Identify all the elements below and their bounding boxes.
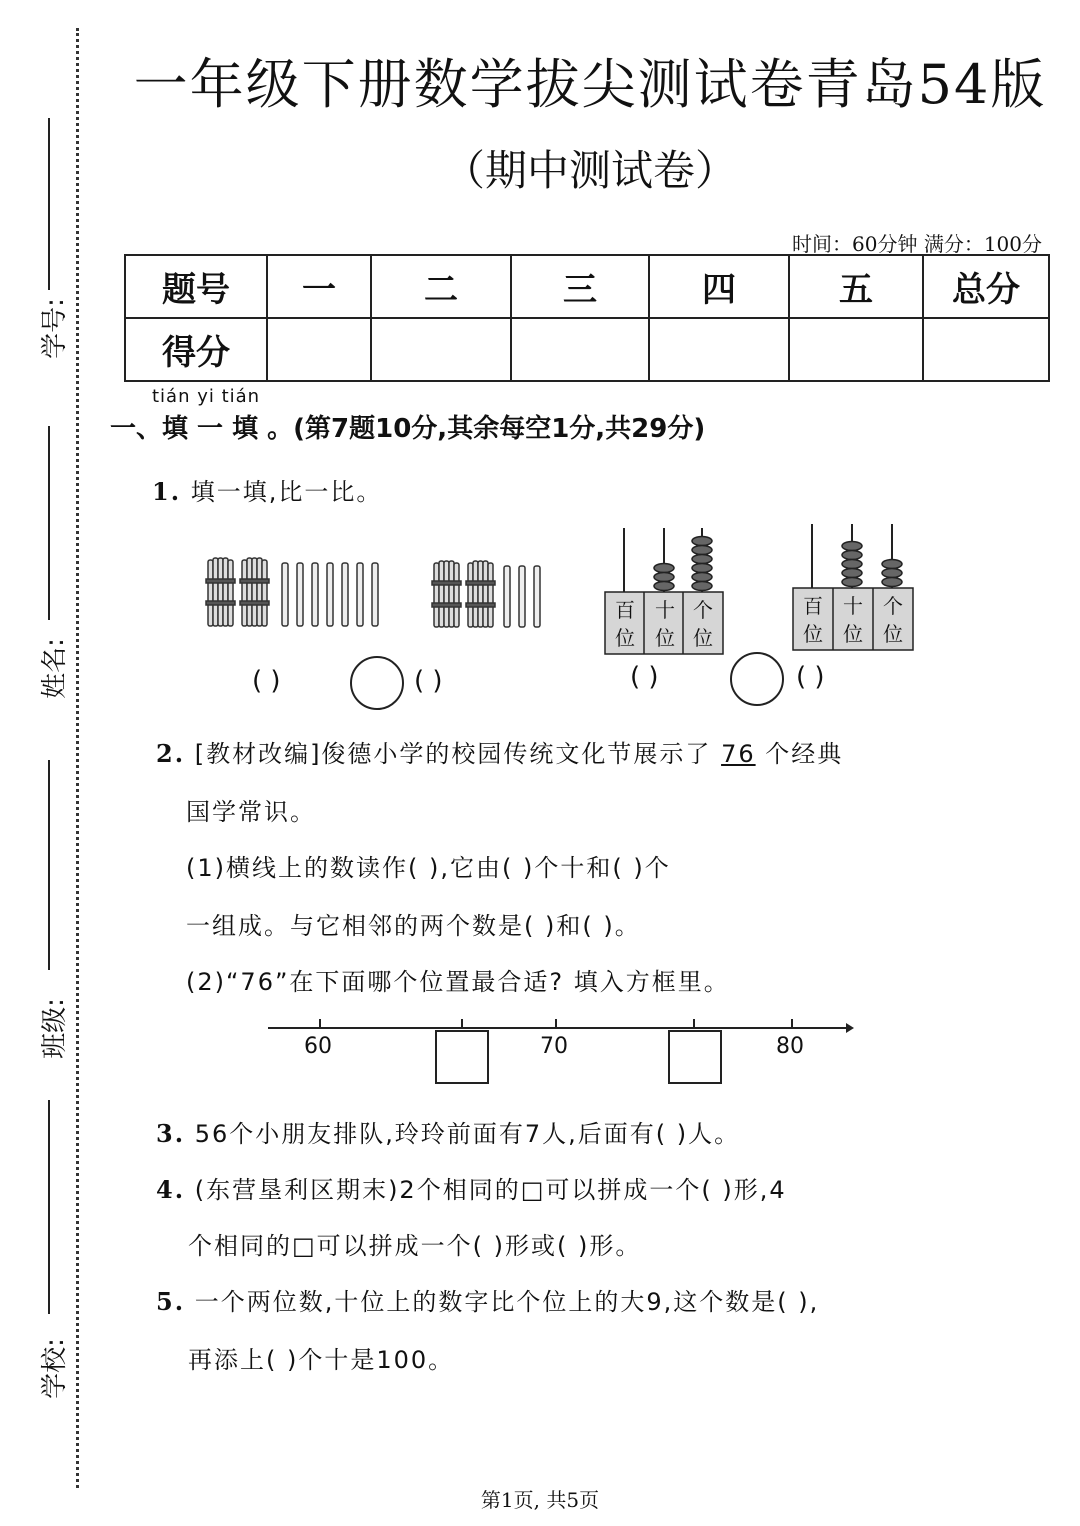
student-id-rule bbox=[48, 118, 50, 290]
place-label: 个位 bbox=[693, 598, 713, 650]
sticks-illustration-right bbox=[428, 558, 548, 630]
answer-paren[interactable]: ( ) bbox=[252, 666, 281, 696]
question-2-sub1-line1: (1)横线上的数读作( ),它由( )个十和( )个 bbox=[186, 854, 671, 882]
name-label: 姓名: bbox=[39, 638, 70, 699]
score-cell-label: 题号 bbox=[125, 255, 267, 318]
abacus-right-ones-label bbox=[878, 592, 908, 648]
answer-paren[interactable]: ( ) bbox=[414, 666, 443, 696]
question-1 bbox=[152, 472, 382, 507]
question-4 bbox=[156, 1170, 787, 1205]
abacus-left-ones-label bbox=[688, 596, 718, 652]
page-footer: 第1页, 共5页 bbox=[480, 1488, 600, 1512]
question-2-line2: 国学常识。 bbox=[186, 798, 316, 826]
page-subtitle: （期中测试卷） bbox=[442, 146, 737, 195]
page-title: 一年级下册数学拔尖测试卷青岛54版 bbox=[133, 53, 1047, 116]
question-5-line2: 再添上( )个十是100。 bbox=[188, 1346, 455, 1374]
question-number: 2. bbox=[156, 739, 186, 768]
compare-circle[interactable] bbox=[350, 656, 404, 710]
question-text: (东营垦利区期末)2个相同的□可以拼成一个( )形,4 bbox=[194, 1176, 787, 1204]
stick-bundle-icon bbox=[240, 558, 269, 626]
abacus-right-hundreds-label bbox=[798, 592, 828, 648]
abacus-right-tens-label bbox=[838, 592, 868, 648]
question-number: 3. bbox=[156, 1119, 186, 1148]
place-label: 百位 bbox=[615, 598, 635, 650]
answer-paren[interactable]: ( ) bbox=[630, 662, 659, 692]
place-label: 十位 bbox=[655, 598, 675, 650]
score-cell-header: 四 bbox=[649, 255, 789, 318]
abacus-left-hundreds-label bbox=[610, 596, 640, 652]
question-2-sub1-line2: 一组成。与它相邻的两个数是( )和( )。 bbox=[186, 912, 641, 940]
score-cell-label: 得分 bbox=[125, 318, 267, 381]
score-cell-header: 总分 bbox=[923, 255, 1049, 318]
score-table-header-row bbox=[125, 255, 1049, 318]
question-text: [教材改编]俊德小学的校园传统文化节展示了 bbox=[194, 740, 722, 768]
question-number: 5. bbox=[156, 1287, 186, 1316]
question-number: 1. bbox=[152, 477, 182, 506]
tick-label-70: 70 bbox=[540, 1034, 568, 1059]
question-5 bbox=[156, 1282, 819, 1317]
abacus-beads-tens bbox=[842, 542, 862, 587]
school-label: 学校: bbox=[39, 1338, 70, 1399]
place-label: 百位 bbox=[803, 594, 823, 646]
answer-box[interactable] bbox=[435, 1030, 489, 1084]
tick-label-80: 80 bbox=[776, 1034, 804, 1059]
question-2 bbox=[156, 734, 843, 769]
abacus-beads-tens bbox=[654, 564, 674, 591]
question-number: 4. bbox=[156, 1175, 186, 1204]
student-id-label: 学号: bbox=[39, 298, 70, 359]
score-cell-empty[interactable] bbox=[511, 318, 649, 381]
compare-circle[interactable] bbox=[730, 652, 784, 706]
single-sticks-icon bbox=[282, 563, 378, 626]
abacus-beads-ones bbox=[882, 560, 902, 587]
place-label: 十位 bbox=[843, 594, 863, 646]
tick-label-60: 60 bbox=[304, 1034, 332, 1059]
score-cell-empty[interactable] bbox=[923, 318, 1049, 381]
answer-paren[interactable]: ( ) bbox=[796, 662, 825, 692]
question-3 bbox=[156, 1114, 740, 1149]
question-text: 填一填,比一比。 bbox=[190, 478, 383, 506]
abacus-left-tens-label bbox=[650, 596, 680, 652]
answer-box[interactable] bbox=[668, 1030, 722, 1084]
score-table bbox=[124, 254, 1050, 382]
question-2-sub2: (2)“76”在下面哪个位置最合适? 填入方框里。 bbox=[186, 968, 730, 996]
score-cell-header: 二 bbox=[371, 255, 511, 318]
score-cell-empty[interactable] bbox=[371, 318, 511, 381]
section-pinyin: tián yi tián bbox=[152, 386, 261, 407]
question-text: 一个两位数,十位上的数字比个位上的大9,这个数是( ), bbox=[194, 1288, 820, 1316]
question-text: 56个小朋友排队,玲玲前面有7人,后面有( )人。 bbox=[194, 1120, 741, 1148]
class-label: 班级: bbox=[39, 998, 70, 1059]
time-info: 时间：60分钟 满分：100分 bbox=[792, 232, 1042, 256]
stick-bundle-icon bbox=[432, 561, 461, 627]
binding-dotted-line bbox=[76, 28, 79, 1488]
stick-bundle-icon bbox=[466, 561, 495, 627]
sticks-illustration-left bbox=[200, 555, 390, 630]
single-sticks-icon bbox=[504, 566, 540, 627]
highlighted-number: 76 bbox=[721, 740, 756, 768]
question-4-line2: 个相同的□可以拼成一个( )形或( )形。 bbox=[188, 1232, 642, 1260]
score-cell-empty[interactable] bbox=[649, 318, 789, 381]
score-cell-empty[interactable] bbox=[789, 318, 923, 381]
section-heading: 一、填 一 填 。(第7题10分,其余每空1分,共29分) bbox=[110, 414, 706, 444]
arrow-head-icon bbox=[846, 1023, 854, 1033]
abacus-beads-ones bbox=[692, 537, 712, 591]
school-rule bbox=[48, 1100, 50, 1314]
stick-bundle-icon bbox=[206, 558, 235, 626]
score-table-score-row bbox=[125, 318, 1049, 381]
score-cell-header: 三 bbox=[511, 255, 649, 318]
score-cell-header: 五 bbox=[789, 255, 923, 318]
score-cell-empty[interactable] bbox=[267, 318, 371, 381]
place-label: 个位 bbox=[883, 594, 903, 646]
question-text: 个经典 bbox=[755, 740, 844, 768]
name-rule bbox=[48, 426, 50, 620]
class-rule bbox=[48, 760, 50, 970]
score-cell-header: 一 bbox=[267, 255, 371, 318]
